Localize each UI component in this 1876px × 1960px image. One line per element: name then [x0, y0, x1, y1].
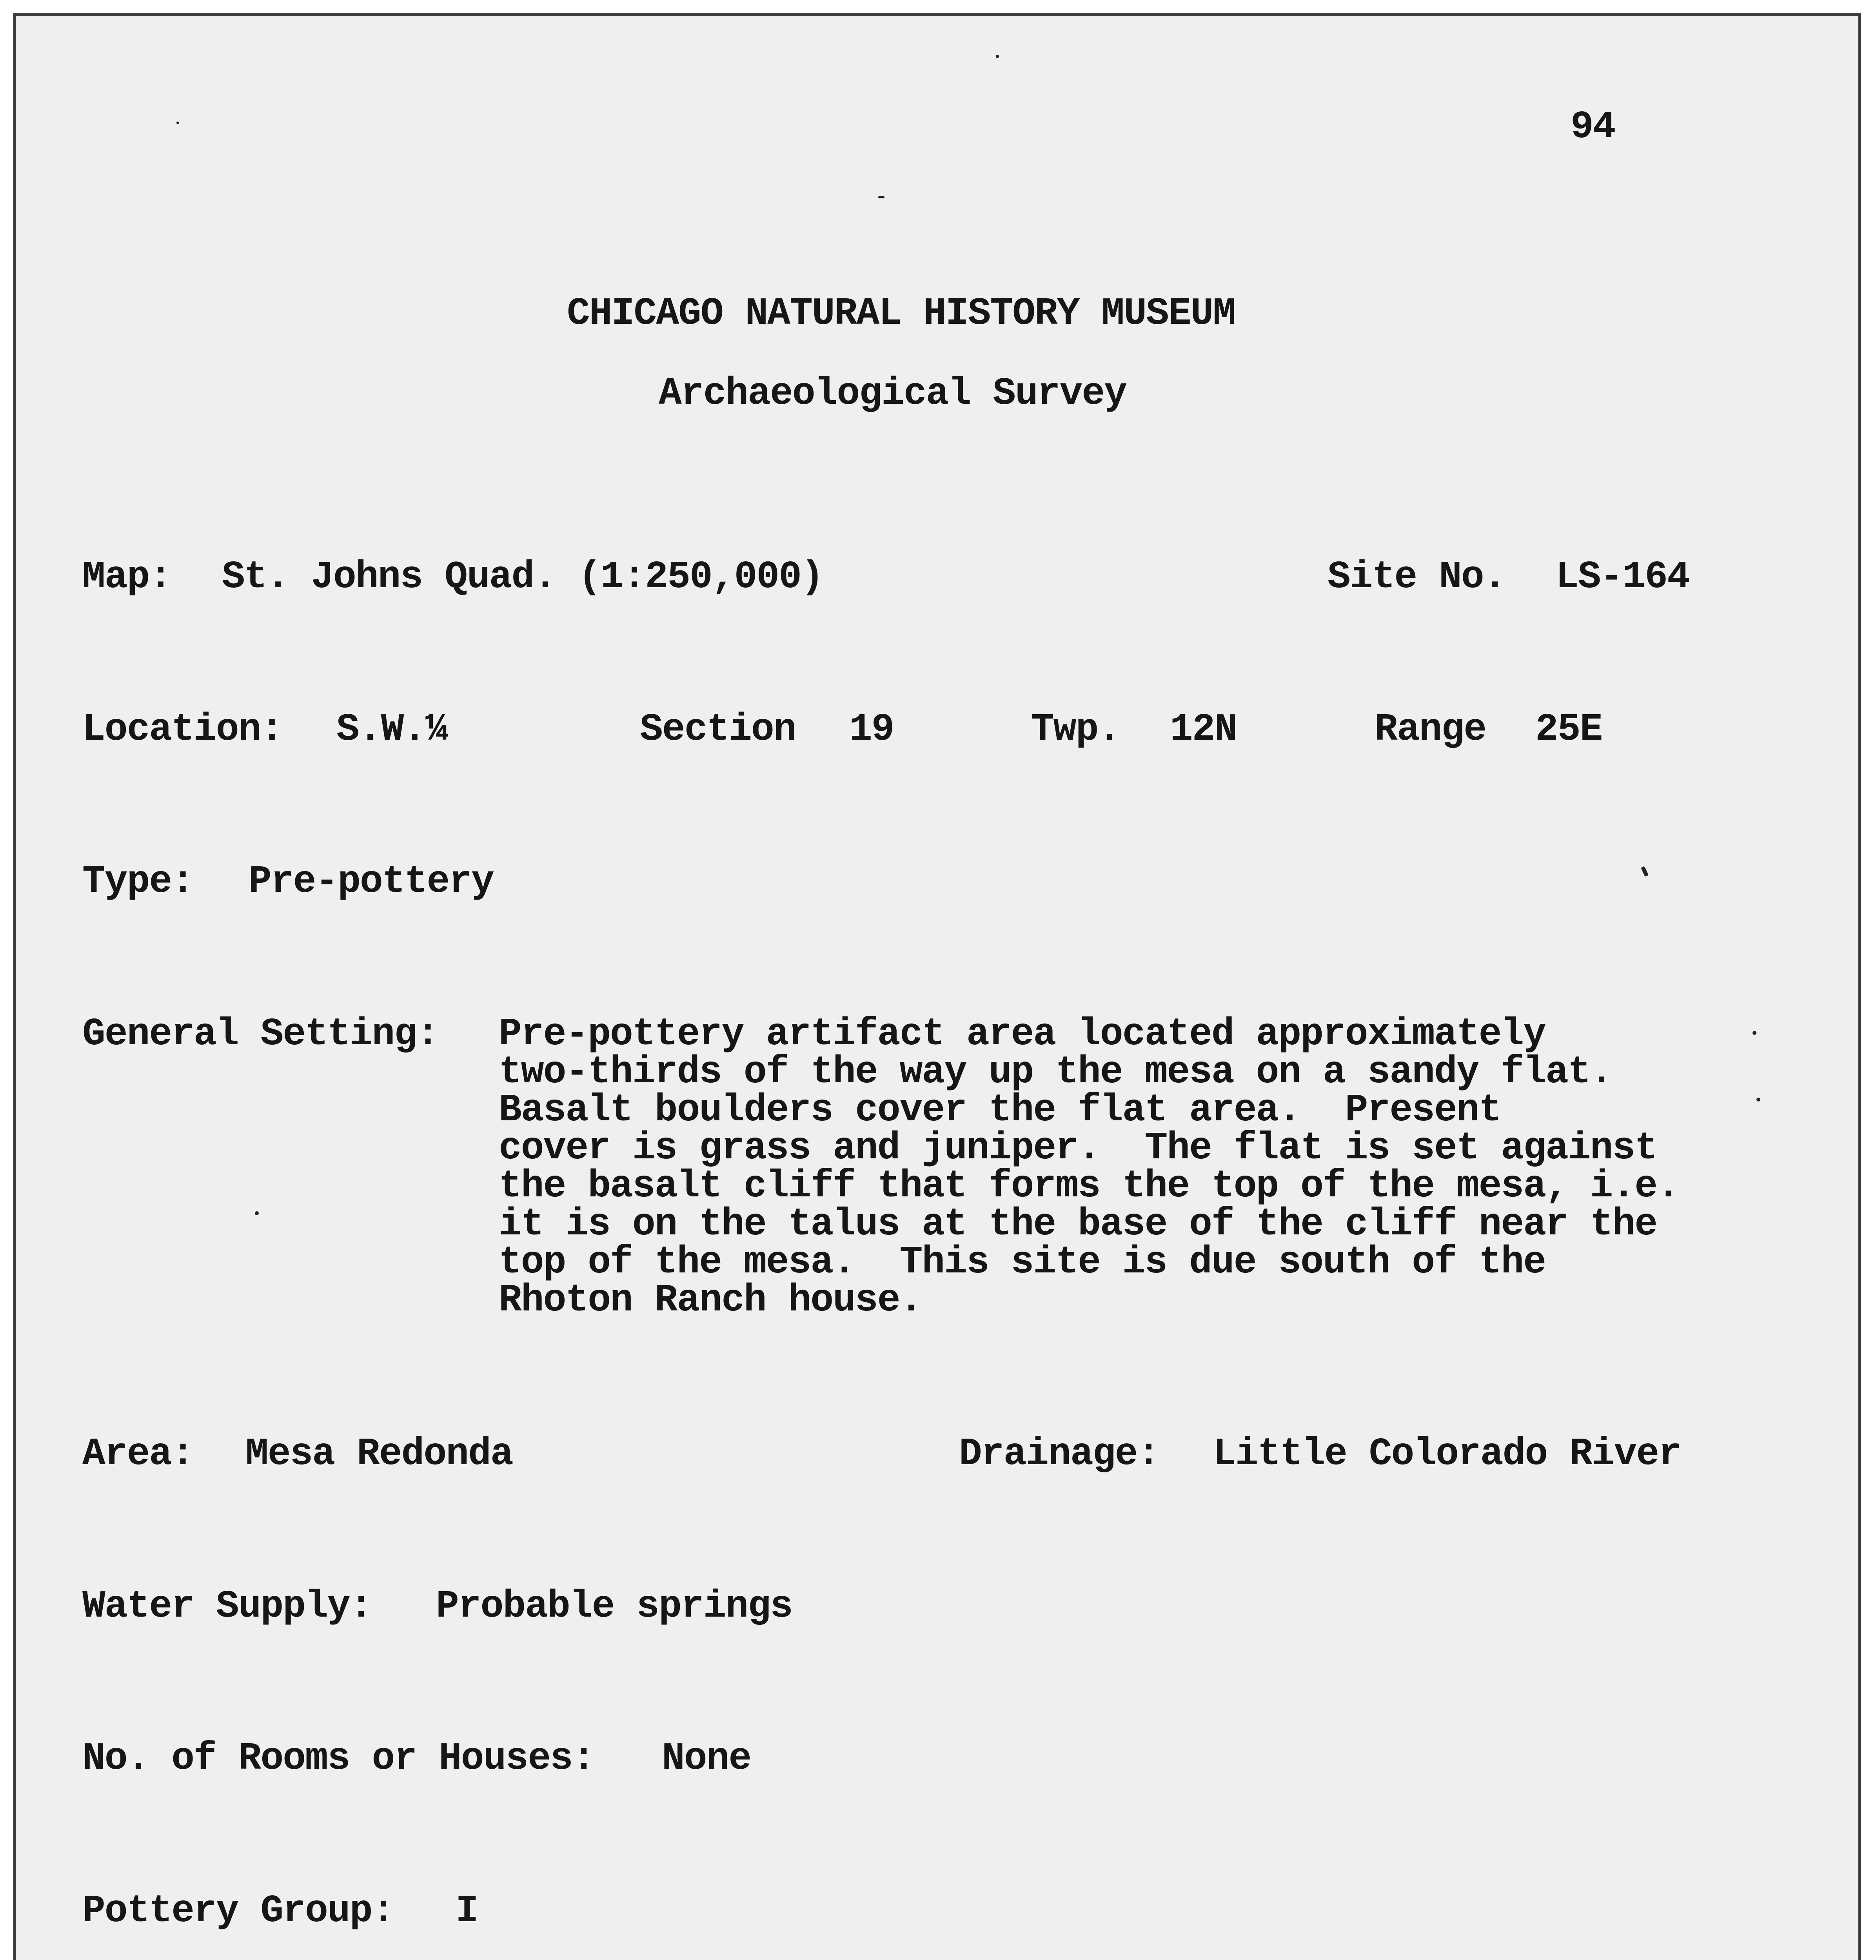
range-label: Range: [1375, 708, 1486, 751]
township-value: 12N: [1170, 708, 1237, 751]
general-setting-label: General Setting:: [82, 1013, 439, 1056]
area-value: Mesa Redonda: [245, 1432, 513, 1476]
scan-speck: [996, 55, 999, 58]
township-label: Twp.: [1031, 708, 1121, 751]
scan-speck: [878, 196, 884, 198]
drainage-label: Drainage:: [959, 1432, 1160, 1476]
rooms-value: None: [662, 1737, 751, 1780]
type-label: Type:: [82, 860, 194, 904]
section-label: Section: [640, 708, 796, 751]
scan-speck: [255, 1211, 259, 1215]
scan-speck: [1756, 1098, 1760, 1102]
page-number: 94: [1571, 105, 1615, 149]
water-supply-value: Probable springs: [436, 1585, 792, 1628]
type-value: Pre-pottery: [249, 860, 494, 904]
general-setting-line: it is on the talus at the base of the cliff near the: [499, 1203, 1657, 1246]
general-setting-line: Pre-pottery artifact area located approximately: [499, 1013, 1546, 1056]
site-no-value: LS-164: [1556, 555, 1689, 599]
area-label: Area:: [82, 1432, 194, 1476]
pottery-group-value: I: [456, 1889, 478, 1933]
pottery-group-label: Pottery Group:: [82, 1889, 394, 1933]
map-value: St. Johns Quad. (1:250,000): [222, 555, 823, 599]
range-value: 25E: [1535, 708, 1602, 751]
survey-subtitle: Archaeological Survey: [659, 372, 1127, 416]
general-setting-line: top of the mesa. This site is due south of the: [499, 1241, 1546, 1284]
scan-speck: [176, 122, 179, 124]
rooms-label: No. of Rooms or Houses:: [82, 1737, 595, 1780]
institution-heading: CHICAGO NATURAL HISTORY MUSEUM: [567, 292, 1235, 336]
location-label: Location:: [82, 708, 283, 751]
water-supply-label: Water Supply:: [82, 1585, 372, 1628]
general-setting-line: cover is grass and juniper. The flat is set against: [499, 1127, 1657, 1170]
location-quarter: S.W.¼: [336, 708, 448, 751]
section-value: 19: [849, 708, 894, 751]
general-setting-text: [499, 1013, 1679, 1322]
general-setting-line: Basalt boulders cover the flat area. Present: [499, 1089, 1501, 1132]
general-setting-line: Rhoton Ranch house.: [499, 1279, 922, 1322]
general-setting-line: the basalt cliff that forms the top of the mesa, i.e.: [499, 1165, 1679, 1208]
document-page: [13, 13, 1861, 1960]
site-no-label: Site No.: [1328, 555, 1506, 599]
scan-speck: [1641, 866, 1649, 877]
drainage-value: Little Colorado River: [1213, 1432, 1681, 1476]
scan-speck: [1753, 1031, 1756, 1035]
general-setting-line: two-thirds of the way up the mesa on a sandy flat.: [499, 1051, 1613, 1094]
map-label: Map:: [82, 555, 172, 599]
